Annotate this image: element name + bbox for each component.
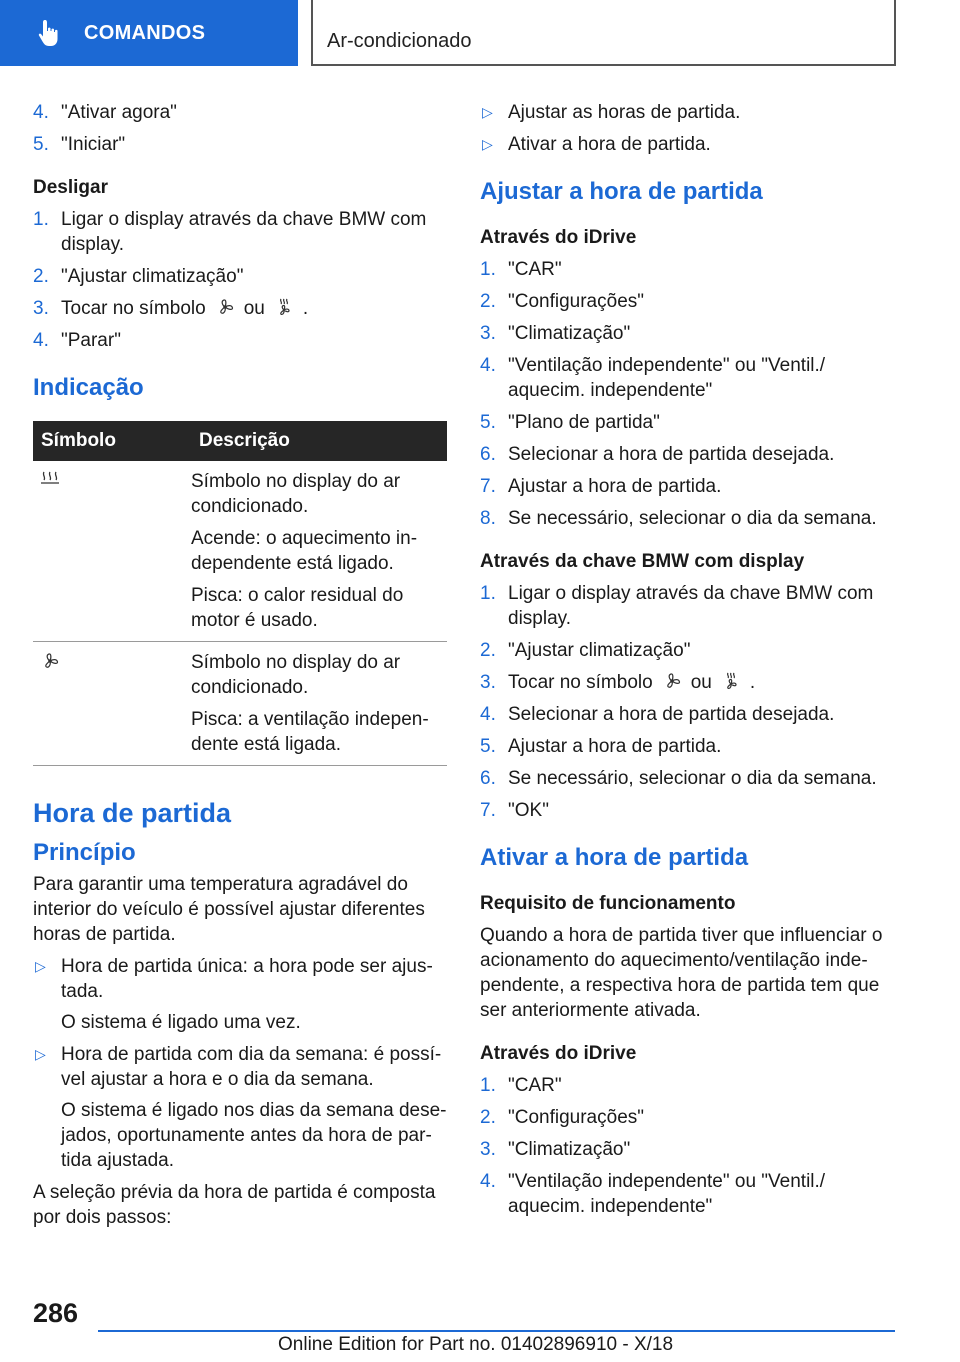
step-number: 1. [33,209,49,230]
section-title: Ar-condicionado [327,30,472,52]
step-number: 5. [480,412,496,433]
list-item [480,100,890,125]
list-item [480,798,890,823]
footer-edition: Online Edition for Part no. 01402896910 - X/18 [278,1334,674,1355]
step-number: 3. [480,323,496,344]
step-number: 4. [480,704,496,725]
start-steps-list [33,100,447,157]
list-item [480,1169,890,1219]
list-item [480,442,890,467]
list-item [33,954,447,1035]
description-cell [191,642,447,766]
list-item [480,506,890,531]
step-number: 6. [480,768,496,789]
fan-symbol-icon [214,297,236,317]
column-header-symbol: Símbolo [33,421,191,461]
idrive-steps-list [480,257,890,531]
step-number: 5. [33,134,49,155]
left-column [33,100,447,1237]
column-header-description: Descrição [191,421,447,461]
step-number: 1. [480,583,496,604]
list-item [480,321,890,346]
heating-symbol-icon [39,469,61,491]
idrive2-heading: Através do iDrive [480,1043,637,1064]
step-text: Ajustar a hora de partida. [508,476,722,497]
step-number: 8. [480,508,496,529]
step-text: "Ventilação independente" ou "Ventil./ aquecim. independente" [508,1171,826,1217]
indicacao-heading: Indicação [33,374,144,401]
step-text: "Iniciar" [61,134,126,155]
step-number: 1. [480,259,496,280]
idrive-heading: Através do iDrive [480,227,637,248]
step-number: 4. [480,355,496,376]
list-item [33,264,447,289]
ativar-heading: Ativar a hora de partida [480,844,749,871]
list-item [480,766,890,791]
list-item [33,132,447,157]
list-item [480,581,890,631]
symbol-table [33,421,447,766]
step-text-or: ou [243,298,265,319]
step-text: "Ajustar climatização" [61,266,244,287]
step-text: Tocar no símbolo [508,672,653,693]
list-item [480,474,890,499]
hand-pointer-icon [36,18,64,48]
step-text: "OK" [508,800,549,821]
step-text: Selecionar a hora de partida desejada. [508,704,835,725]
fan-symbol-icon [661,671,683,691]
step-text-end: . [749,672,756,693]
step-number: 6. [480,444,496,465]
step-text: "Configurações" [508,291,645,312]
step-text: "Configurações" [508,1107,645,1128]
desligar-heading: Desligar [33,177,108,198]
step-text: Se necessário, selecionar o dia da semana. [508,508,877,529]
step-number: 2. [480,291,496,312]
step-number: 2. [480,1107,496,1128]
step-text: "Climatização" [508,1139,631,1160]
step-number: 3. [33,298,49,319]
principio-heading: Princípio [33,839,136,866]
footer-divider [98,1330,895,1332]
list-item [33,100,447,125]
desligar-steps-list [33,207,447,353]
bullet-text: Hora de partida com dia da semana: é possível ajustar a hora e o dia da semana. [61,1044,442,1090]
bullet-text: Ativar a hora de partida. [508,134,711,155]
triangle-bullet-icon: ▷ [35,958,46,974]
heating-fan-symbol-icon [273,297,295,317]
step-text: "Ventilação independente" ou "Ventil./ aquecim. independente" [508,355,826,401]
step-number: 3. [480,672,496,693]
list-item [480,353,890,403]
list-item [480,702,890,727]
requisito-heading: Requisito de funcionamento [480,893,736,914]
chapter-tab[interactable] [0,0,298,66]
list-item [480,1137,890,1162]
step-text: "Ativar agora" [61,102,177,123]
description-line: Pisca: o calor residual do motor é usado. [191,585,404,631]
step-text-end: . [302,298,309,319]
departure-types-list [33,954,447,1173]
section-header [311,0,896,66]
description-line: Acende: o aquecimento independente está ligado. [191,528,418,574]
list-item [33,328,447,353]
table-row [33,461,447,642]
step-text: "CAR" [508,1075,562,1096]
description-line: Símbolo no display do ar condicionado. [191,652,401,698]
bullet-subtext: O sistema é ligado uma vez. [61,1012,301,1033]
triangle-bullet-icon: ▷ [35,1046,46,1062]
step-text: Ligar o display através da chave BMW com display. [61,209,427,255]
step-text: "Parar" [61,330,121,351]
bullet-subtext: O sistema é ligado nos dias da semana desejados, oportunamente antes da hora de partida ajustada. [61,1100,447,1171]
step-text: Selecionar a hora de partida desejada. [508,444,835,465]
step-number: 4. [33,330,49,351]
idrive2-steps-list [480,1073,890,1219]
chave-heading: Através da chave BMW com display [480,551,805,572]
step-text: "CAR" [508,259,562,280]
ajustar-heading: Ajustar a hora de partida [480,178,763,205]
triangle-bullet-icon: ▷ [482,136,493,152]
triangle-bullet-icon: ▷ [482,104,493,120]
chave-steps-list [480,581,890,823]
step-number: 3. [480,1139,496,1160]
list-item [480,734,890,759]
page-number: 286 [33,1298,79,1328]
step-number: 7. [480,476,496,497]
list-item [480,132,890,157]
step-number: 2. [33,266,49,287]
list-item [480,257,890,282]
symbol-cell [33,461,191,642]
list-item [33,296,447,321]
closing-paragraph: A seleção prévia da hora de partida é composta por dois passos: [33,1182,436,1228]
step-number: 7. [480,800,496,821]
list-item [480,1105,890,1130]
bullet-text: Ajustar as horas de partida. [508,102,741,123]
step-text: "Plano de partida" [508,412,660,433]
two-steps-list [480,100,890,157]
list-item [33,1042,447,1173]
step-number: 5. [480,736,496,757]
hora-de-partida-heading: Hora de partida [33,798,232,828]
step-text: Ajustar a hora de partida. [508,736,722,757]
table-row [33,642,447,766]
bullet-text: Hora de partida única: a hora pode ser ajustada. [61,956,433,1002]
list-item [480,638,890,663]
step-number: 1. [480,1075,496,1096]
list-item [480,289,890,314]
list-item [480,410,890,435]
step-text: "Ajustar climatização" [508,640,691,661]
list-item [480,1073,890,1098]
list-item [33,207,447,257]
step-text: Tocar no símbolo [61,298,206,319]
step-number: 4. [480,1171,496,1192]
step-number: 4. [33,102,49,123]
list-item [480,670,890,695]
heating-fan-symbol-icon [720,671,742,691]
step-text-or: ou [690,672,712,693]
description-cell [191,461,447,642]
page-header [0,0,960,66]
step-text: Ligar o display através da chave BMW com display. [508,583,874,629]
table-header-row [33,421,447,461]
step-text: "Climatização" [508,323,631,344]
requisito-paragraph: Quando a hora de partida tiver que influenciar o acionamento do aquecimento/ventilação independente, a respectiva hora de partida tem que ser anteriormente ativada. [480,925,883,1021]
description-line: Símbolo no display do ar condicionado. [191,471,401,517]
symbol-cell [33,642,191,766]
step-number: 2. [480,640,496,661]
principio-paragraph: Para garantir uma temperatura agradável do interior do veículo é possível ajustar diferentes horas de partida. [33,874,425,945]
chapter-label: COMANDOS [84,21,206,44]
right-column [480,100,890,1226]
description-line: Pisca: a ventilação independente está ligada. [191,709,429,755]
fan-symbol-icon [39,650,61,672]
step-text: Se necessário, selecionar o dia da semana. [508,768,877,789]
